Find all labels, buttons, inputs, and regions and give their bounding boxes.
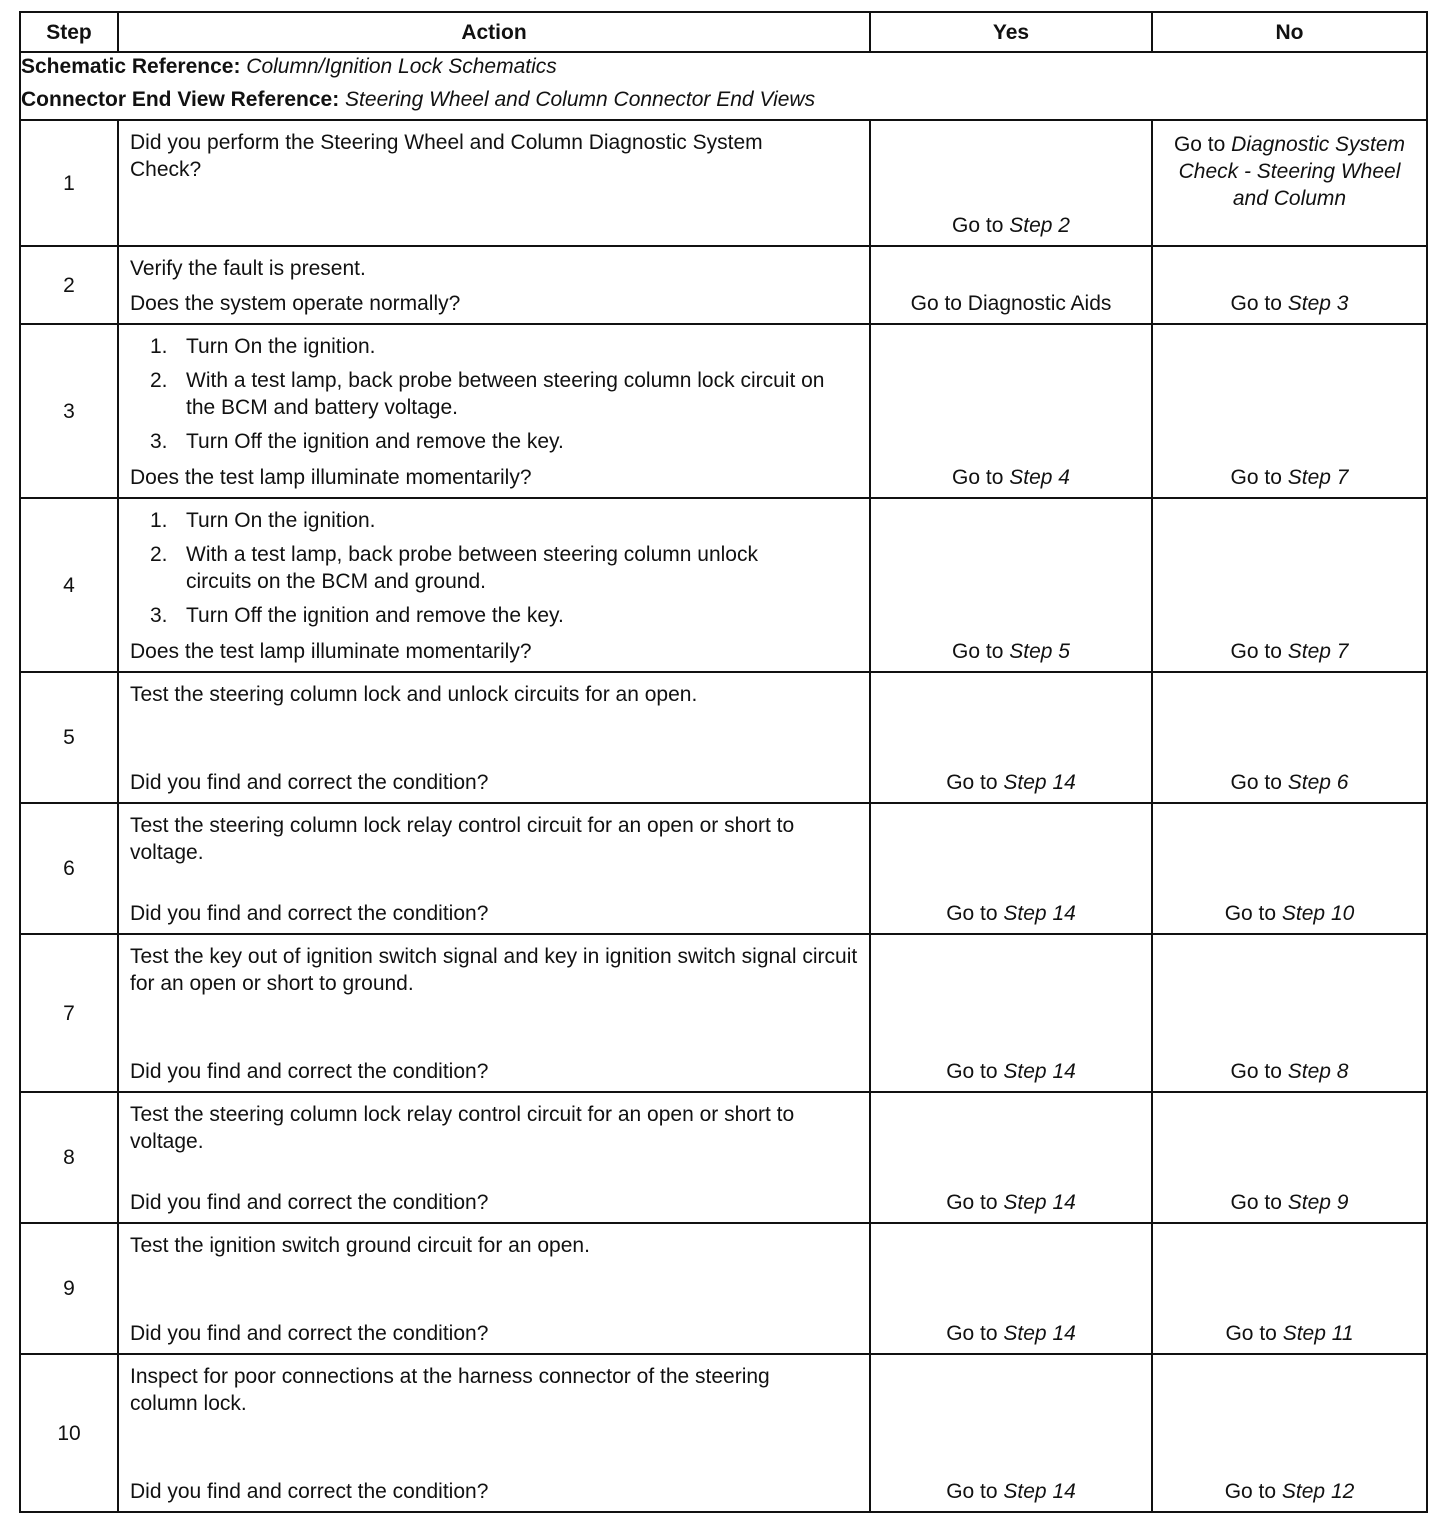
action-cell xyxy=(118,1223,870,1354)
step-number: 9 xyxy=(20,1223,118,1354)
schematic-reference-link[interactable]: Column/Ignition Lock Schematics xyxy=(246,55,557,78)
yes-link[interactable]: Step 14 xyxy=(1003,771,1076,794)
step-number: 10 xyxy=(20,1354,118,1512)
action-cell xyxy=(118,934,870,1092)
connector-reference xyxy=(21,86,1426,119)
action-text: Did you perform the Steering Wheel and Column Diagnostic System Check? xyxy=(130,131,763,181)
action-cell xyxy=(118,246,870,324)
no-cell xyxy=(1152,803,1427,934)
no-answer[interactable] xyxy=(1157,1320,1422,1347)
no-answer[interactable] xyxy=(1157,769,1422,796)
reference-row xyxy=(20,52,1427,120)
no-cell xyxy=(1152,324,1427,498)
action-cell xyxy=(118,1092,870,1223)
no-link[interactable]: Step 11 xyxy=(1282,1322,1354,1345)
header-yes: Yes xyxy=(870,12,1152,52)
action-question: Does the test lamp illuminate momentarily? xyxy=(130,466,532,489)
no-cell xyxy=(1152,120,1427,246)
step-number: 4 xyxy=(20,498,118,672)
no-cell xyxy=(1152,1354,1427,1512)
action-text: Test the steering column lock relay control circuit for an open or short to voltage. xyxy=(130,814,795,864)
no-answer[interactable] xyxy=(1157,1189,1422,1216)
action-step-item: 1. Turn On the ignition. xyxy=(150,509,376,532)
step-number: 8 xyxy=(20,1092,118,1223)
action-cell xyxy=(118,803,870,934)
no-prefix: Go to xyxy=(1224,1480,1277,1503)
no-link[interactable]: Step 7 xyxy=(1287,466,1349,489)
header-step: Step xyxy=(20,12,118,52)
yes-cell xyxy=(870,324,1152,498)
yes-prefix: Go to xyxy=(946,1322,998,1345)
yes-link[interactable]: Step 14 xyxy=(1003,902,1076,925)
yes-answer[interactable] xyxy=(875,769,1147,796)
step-number: 3 xyxy=(20,324,118,498)
action-text: Test the key out of ignition switch signal and key in ignition switch signal circuit for an open or short to ground. xyxy=(130,945,858,995)
action-step-item: 1. Turn On the ignition. xyxy=(150,335,376,358)
no-answer[interactable] xyxy=(1173,131,1406,212)
yes-link[interactable]: Step 4 xyxy=(1009,466,1070,489)
action-step-item: 2. With a test lamp, back probe between steering column lock circuit on the BCM and battery voltage. xyxy=(150,369,825,419)
no-answer[interactable] xyxy=(1157,290,1422,317)
yes-answer[interactable] xyxy=(875,638,1147,665)
step-number: 1 xyxy=(20,120,118,246)
action-text: Test the ignition switch ground circuit for an open. xyxy=(130,1234,590,1257)
action-question: Did you find and correct the condition? xyxy=(130,771,489,794)
yes-link[interactable]: Step 14 xyxy=(1003,1322,1076,1345)
step-number: 2 xyxy=(20,246,118,324)
yes-cell xyxy=(870,803,1152,934)
action-text: Test the steering column lock relay control circuit for an open or short to voltage. xyxy=(130,1103,795,1153)
yes-answer[interactable] xyxy=(875,1058,1147,1085)
schematic-reference xyxy=(21,53,1426,86)
action-cell xyxy=(118,672,870,803)
diagnostic-table xyxy=(19,11,1428,1513)
no-prefix: Go to xyxy=(1230,1060,1282,1083)
table-row xyxy=(20,324,1427,498)
yes-prefix: Go to xyxy=(952,214,1004,237)
table-row xyxy=(20,246,1427,324)
action-text: Verify the fault is present. xyxy=(130,257,366,280)
no-cell xyxy=(1152,498,1427,672)
yes-prefix: Go to xyxy=(946,1060,998,1083)
no-answer[interactable] xyxy=(1157,464,1422,491)
no-link[interactable]: Step 12 xyxy=(1281,1480,1355,1503)
yes-answer[interactable]: Go to Diagnostic Aids xyxy=(910,292,1112,315)
step-number: 6 xyxy=(20,803,118,934)
action-step-item: 3. Turn Off the ignition and remove the key. xyxy=(150,604,564,627)
yes-answer[interactable] xyxy=(875,900,1147,927)
action-cell xyxy=(118,324,870,498)
no-answer[interactable] xyxy=(1157,1478,1422,1505)
header-action: Action xyxy=(118,12,870,52)
no-prefix: Go to xyxy=(1230,771,1282,794)
connector-reference-label: Connector End View Reference: xyxy=(21,88,340,111)
connector-reference-link[interactable]: Steering Wheel and Column Connector End Views xyxy=(345,88,816,111)
yes-prefix: Go to xyxy=(952,466,1004,489)
no-prefix: Go to xyxy=(1225,1322,1277,1345)
action-question: Did you find and correct the condition? xyxy=(130,1480,489,1503)
no-prefix: Go to xyxy=(1230,466,1282,489)
action-steps xyxy=(130,507,809,636)
action-question: Does the system operate normally? xyxy=(130,292,461,315)
action-cell xyxy=(118,1354,870,1512)
no-prefix: Go to xyxy=(1230,640,1282,663)
action-text: Inspect for poor connections at the harness connector of the steering column lock. xyxy=(130,1365,770,1415)
no-link[interactable]: Step 7 xyxy=(1287,640,1349,663)
no-prefix: Go to xyxy=(1230,1191,1282,1214)
yes-cell xyxy=(870,246,1152,324)
no-link[interactable]: Step 8 xyxy=(1287,1060,1349,1083)
table-row xyxy=(20,1092,1427,1223)
no-link[interactable]: Diagnostic System Check - Steering Wheel and Column xyxy=(1178,133,1406,210)
action-step-item: 2. With a test lamp, back probe between steering column unlock circuits on the BCM and ground. xyxy=(150,543,758,593)
no-cell xyxy=(1152,246,1427,324)
action-question: Did you find and correct the condition? xyxy=(130,1191,489,1214)
yes-link[interactable]: Step 5 xyxy=(1009,640,1070,663)
table-row xyxy=(20,1354,1427,1512)
header-no: No xyxy=(1152,12,1427,52)
yes-cell xyxy=(870,672,1152,803)
yes-cell xyxy=(870,1223,1152,1354)
action-question: Did you find and correct the condition? xyxy=(130,902,489,925)
table-row xyxy=(20,934,1427,1092)
no-prefix: Go to xyxy=(1230,292,1282,315)
step-number: 5 xyxy=(20,672,118,803)
yes-prefix: Go to xyxy=(946,902,998,925)
table-row xyxy=(20,672,1427,803)
action-steps xyxy=(130,333,859,462)
no-answer[interactable] xyxy=(1157,900,1422,927)
no-cell xyxy=(1152,934,1427,1092)
table-row xyxy=(20,1223,1427,1354)
action-text: Test the steering column lock and unlock circuits for an open. xyxy=(130,683,698,706)
yes-answer[interactable] xyxy=(875,1320,1147,1347)
yes-prefix: Go to xyxy=(946,1191,998,1214)
action-question: Did you find and correct the condition? xyxy=(130,1060,489,1083)
table-row xyxy=(20,803,1427,934)
action-cell xyxy=(118,120,870,246)
yes-prefix: Go to xyxy=(952,640,1004,663)
no-link[interactable]: Step 9 xyxy=(1287,1191,1349,1214)
yes-answer[interactable] xyxy=(875,464,1147,491)
yes-answer[interactable] xyxy=(875,1478,1147,1505)
no-cell xyxy=(1152,1223,1427,1354)
action-question: Did you find and correct the condition? xyxy=(130,1322,489,1345)
no-answer[interactable] xyxy=(1157,638,1422,665)
yes-cell xyxy=(870,498,1152,672)
no-link[interactable]: Step 10 xyxy=(1281,902,1355,925)
yes-cell xyxy=(870,120,1152,246)
no-answer[interactable] xyxy=(1157,1058,1422,1085)
no-link[interactable]: Step 6 xyxy=(1287,771,1349,794)
yes-cell xyxy=(870,1354,1152,1512)
action-step-item: 3. Turn Off the ignition and remove the key. xyxy=(150,430,564,453)
yes-answer[interactable] xyxy=(875,1189,1147,1216)
table-row xyxy=(20,120,1427,246)
yes-link[interactable]: Step 2 xyxy=(1009,214,1070,237)
yes-prefix: Go to xyxy=(946,771,998,794)
yes-link[interactable]: Step 14 xyxy=(1003,1191,1076,1214)
yes-link[interactable]: Step 14 xyxy=(1003,1480,1076,1503)
yes-cell xyxy=(870,934,1152,1092)
yes-answer[interactable] xyxy=(875,212,1147,239)
reference-cell xyxy=(20,52,1427,120)
no-prefix: Go to xyxy=(1224,902,1277,925)
table-row xyxy=(20,498,1427,672)
no-cell xyxy=(1152,672,1427,803)
action-cell xyxy=(118,498,870,672)
action-question: Does the test lamp illuminate momentarily? xyxy=(130,640,532,663)
no-prefix: Go to xyxy=(1173,133,1226,156)
no-cell xyxy=(1152,1092,1427,1223)
schematic-reference-label: Schematic Reference: xyxy=(21,55,241,78)
step-number: 7 xyxy=(20,934,118,1092)
header-row xyxy=(20,12,1427,52)
yes-link[interactable]: Step 14 xyxy=(1003,1060,1076,1083)
yes-prefix: Go to xyxy=(946,1480,998,1503)
no-link[interactable]: Step 3 xyxy=(1287,292,1349,315)
yes-cell xyxy=(870,1092,1152,1223)
